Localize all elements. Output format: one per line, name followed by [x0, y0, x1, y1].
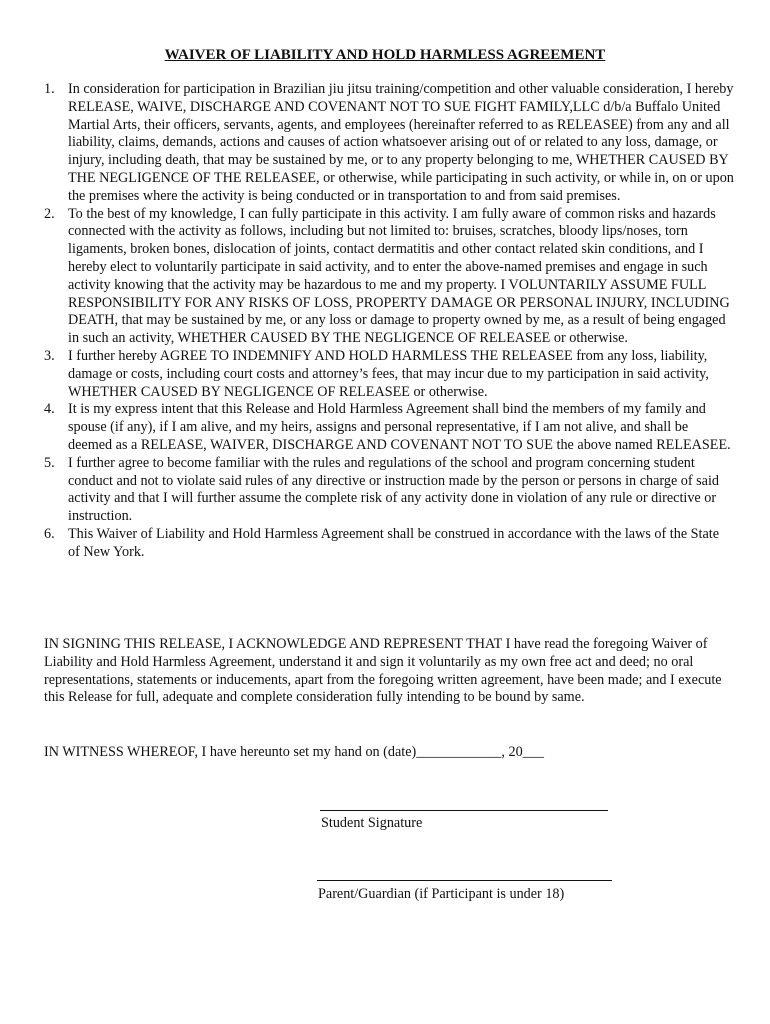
acknowledgement-paragraph: IN SIGNING THIS RELEASE, I ACKNOWLEDGE AND REPRESENT THAT I have read the foregoing Waiver of Liability and Hold Harmless Agreement, understand it and sign it voluntarily as my own free act and deed; no oral representations, statements or inducements, apart from the foregoing written agreement, have been made; and I execute this Release for full, adequate and complete consideration fully intending to be bound by same. — [44, 636, 722, 706]
clause-text: To the best of my knowledge, I can fully participate in this activity. I am fully aware of common risks and hazards connected with the activity as follows, including but not limited to: bruises, scratches, bloody lips/noses, torn ligaments, broken bones, dislocation of joints, contact dermatitis and other contact related skin conditions, and I hereby elect to voluntarily participate in said activity, and to enter the above-named premises and engage in such activity knowing that the activity may be hazardous to me and my property. I VOLUNTARILY ASSUME FULL RESPONSIBILITY FOR ANY RISKS OF LOSS, PROPERTY DAMAGE OR PERSONAL INJURY, INCLUDING DEATH, that may be sustained by me, or any loss or damage to property owned by me, as a result of being engaged in such an activity, WHETHER CAUSED BY THE NEGLIGENCE OF RELEASEE or otherwise. — [68, 205, 730, 347]
clause-4 — [44, 401, 734, 454]
clause-text: In consideration for participation in Brazilian jiu jitsu training/competition and other valuable consideration, I hereby RELEASE, WAIVE, DISCHARGE AND COVENANT NOT TO SUE FIGHT FAMILY,LLC d/b/a Buffalo United Martial Arts, their officers, servants, agents, and employees (hereinafter referred to as RELEASEE) from any and all liability, claims, demands, actions and causes of action whatsoever arising out of or related to any loss, damage, or injury, including death, that may be sustained by me, or to any property belonging to me, WHETHER CAUSED BY THE NEGLIGENCE OF THE RELEASEE, or otherwise, while participating in such activity, or while in, on or upon the premises where the activity is being conducted or in transportation to and from said premises. — [68, 81, 734, 204]
parent-signature-line[interactable] — [317, 880, 612, 881]
clause-number: 2. — [44, 205, 55, 222]
clause-text: I further hereby AGREE TO INDEMNIFY AND HOLD HARMLESS THE RELEASEE from any loss, liability, damage or costs, including court costs and attorney’s fees, that may incur due to my participation in said activity, WHETHER CAUSED BY NEGLIGENCE OF RELEASEE or otherwise. — [68, 347, 709, 400]
clause-number: 3. — [44, 347, 55, 364]
clause-1 — [44, 81, 734, 206]
clause-3 — [44, 348, 734, 401]
clause-text: It is my express intent that this Release and Hold Harmless Agreement shall bind the members of my family and spouse (if any), if I am alive, and my heirs, assigns and personal representative, if I am not alive, and shall be deemed as a RELEASE, WAIVER, DISCHARGE AND COVENANT NOT TO SUE the above named RELEASEE. — [68, 401, 731, 453]
clause-number: 5. — [44, 454, 55, 471]
clause-number: 4. — [44, 401, 55, 418]
student-signature-line[interactable] — [320, 810, 608, 811]
clause-2 — [44, 206, 734, 348]
document-title: WAIVER OF LIABILITY AND HOLD HARMLESS AGREEMENT — [164, 47, 606, 63]
witness-date-line[interactable]: IN WITNESS WHEREOF, I have hereunto set my hand on (date)____________, 20___ — [44, 744, 544, 760]
clause-number: 6. — [44, 525, 55, 542]
clause-number: 1. — [44, 81, 55, 97]
clause-6 — [44, 526, 734, 562]
student-signature-label: Student Signature — [321, 815, 423, 831]
clause-list — [44, 81, 734, 562]
clause-5 — [44, 455, 734, 526]
parent-signature-label: Parent/Guardian (if Participant is under 18) — [318, 886, 565, 902]
clause-text: I further agree to become familiar with the rules and regulations of the school and program concerning student conduct and not to violate said rules of any directive or instruction made by the person or persons in charge of said activity and that I will further assume the complete risk of any activity done in violation of any rule or directive or instruction. — [68, 454, 720, 525]
clause-text: This Waiver of Liability and Hold Harmless Agreement shall be construed in accordance with the laws of the State of New York. — [68, 525, 720, 560]
